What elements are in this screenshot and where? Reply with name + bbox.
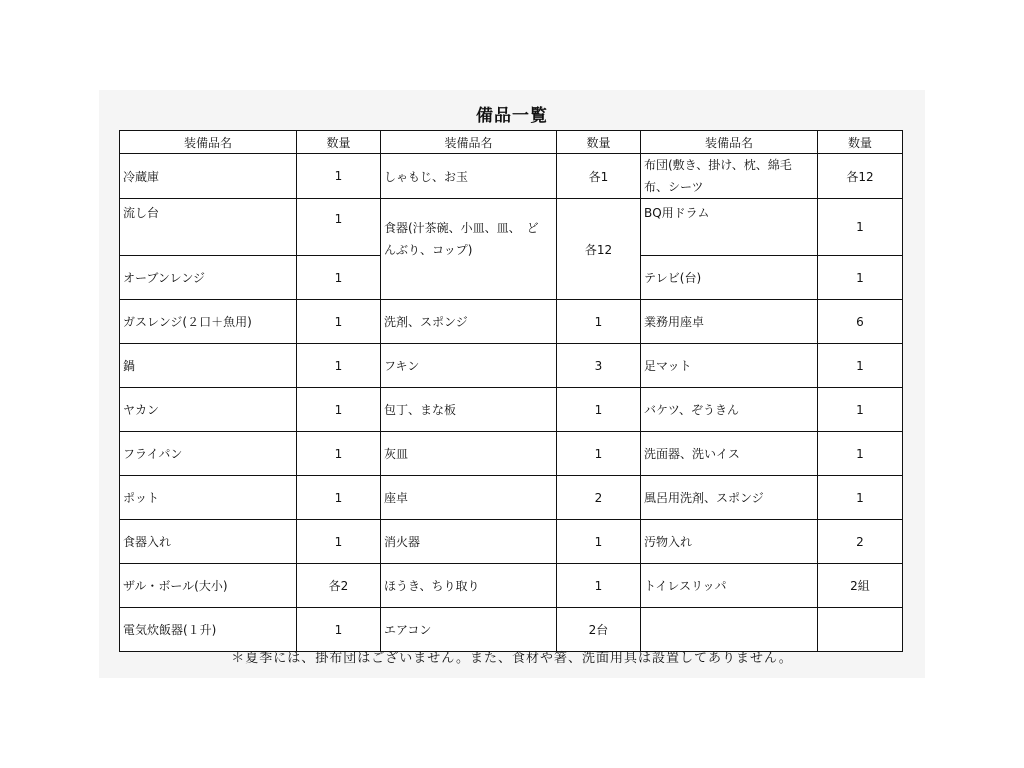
item-qty: 各12	[557, 199, 641, 300]
item-qty: 1	[557, 520, 641, 564]
table-row	[120, 476, 903, 520]
item-name: 鍋	[120, 344, 297, 388]
item-qty: 1	[297, 388, 381, 432]
page-title: 備品一覧	[476, 106, 548, 126]
item-qty: 1	[297, 199, 381, 256]
item-name	[381, 199, 557, 300]
item-name	[641, 154, 818, 199]
item-name: ガスレンジ(２口＋魚用)	[120, 300, 297, 344]
item-qty: 1	[297, 432, 381, 476]
item-name: BQ用ドラム	[641, 199, 818, 256]
item-qty: 6	[818, 300, 903, 344]
item-name: バケツ、ぞうきん	[641, 388, 818, 432]
item-name: 汚物入れ	[641, 520, 818, 564]
item-name: 電気炊飯器(１升)	[120, 608, 297, 652]
item-qty: 1	[297, 256, 381, 300]
table-row	[120, 608, 903, 652]
item-name	[641, 608, 818, 652]
table-row	[120, 300, 903, 344]
item-name: ほうき、ちり取り	[381, 564, 557, 608]
item-qty: 1	[557, 432, 641, 476]
item-name: エアコン	[381, 608, 557, 652]
item-qty: 2組	[818, 564, 903, 608]
item-qty: 1	[297, 300, 381, 344]
item-name: ポット	[120, 476, 297, 520]
column-header-qty: 数量	[818, 131, 903, 154]
item-qty: 2台	[557, 608, 641, 652]
table-row	[120, 199, 903, 256]
item-name: テレビ(台)	[641, 256, 818, 300]
equipment-table	[119, 130, 903, 652]
column-header-name: 装備品名	[381, 131, 557, 154]
item-qty: 3	[557, 344, 641, 388]
item-name: 風呂用洗剤、スポンジ	[641, 476, 818, 520]
item-name: 食器入れ	[120, 520, 297, 564]
column-header-qty: 数量	[297, 131, 381, 154]
table-row	[120, 520, 903, 564]
table-header-row	[120, 131, 903, 154]
item-qty: 1	[818, 476, 903, 520]
item-name: 流し台	[120, 199, 297, 256]
item-qty: 1	[297, 608, 381, 652]
item-qty: 1	[818, 344, 903, 388]
item-name: 灰皿	[381, 432, 557, 476]
item-name: 冷蔵庫	[120, 154, 297, 199]
item-name: 足マット	[641, 344, 818, 388]
table-row	[120, 154, 903, 199]
item-qty: 各12	[818, 154, 903, 199]
item-qty: 1	[818, 256, 903, 300]
item-qty: 1	[297, 154, 381, 199]
column-header-name: 装備品名	[641, 131, 818, 154]
item-name-text: 布団(敷き、掛け、枕、綿毛布、シーツ	[644, 158, 792, 194]
item-qty: 1	[557, 300, 641, 344]
item-qty	[818, 608, 903, 652]
column-header-name: 装備品名	[120, 131, 297, 154]
item-name: 洗剤、スポンジ	[381, 300, 557, 344]
item-name: ザル・ボール(大小)	[120, 564, 297, 608]
item-qty: 1	[557, 564, 641, 608]
item-name: オーブンレンジ	[120, 256, 297, 300]
item-qty: 1	[297, 476, 381, 520]
item-name: フライパン	[120, 432, 297, 476]
item-qty: 2	[818, 520, 903, 564]
footnote: ＊夏季には、掛布団はございません。また、食材や箸、洗面用具は設置してありません。	[231, 651, 793, 666]
item-name-text: 食器(汁茶碗、小皿、皿、 どんぶり、コップ)	[384, 221, 539, 257]
item-qty: 1	[297, 344, 381, 388]
item-name: 洗面器、洗いイス	[641, 432, 818, 476]
item-qty: 各2	[297, 564, 381, 608]
table-row	[120, 344, 903, 388]
table-row	[120, 564, 903, 608]
column-header-qty: 数量	[557, 131, 641, 154]
item-name: トイレスリッパ	[641, 564, 818, 608]
table-row	[120, 388, 903, 432]
item-qty: 1	[557, 388, 641, 432]
item-name: フキン	[381, 344, 557, 388]
table-row	[120, 432, 903, 476]
item-qty: 1	[818, 388, 903, 432]
item-qty: 各1	[557, 154, 641, 199]
item-name: 消火器	[381, 520, 557, 564]
item-name: しゃもじ、お玉	[381, 154, 557, 199]
item-qty: 2	[557, 476, 641, 520]
item-name: 包丁、まな板	[381, 388, 557, 432]
item-name: 座卓	[381, 476, 557, 520]
item-name: 業務用座卓	[641, 300, 818, 344]
item-qty: 1	[818, 199, 903, 256]
item-qty: 1	[818, 432, 903, 476]
item-qty: 1	[297, 520, 381, 564]
item-name: ヤカン	[120, 388, 297, 432]
